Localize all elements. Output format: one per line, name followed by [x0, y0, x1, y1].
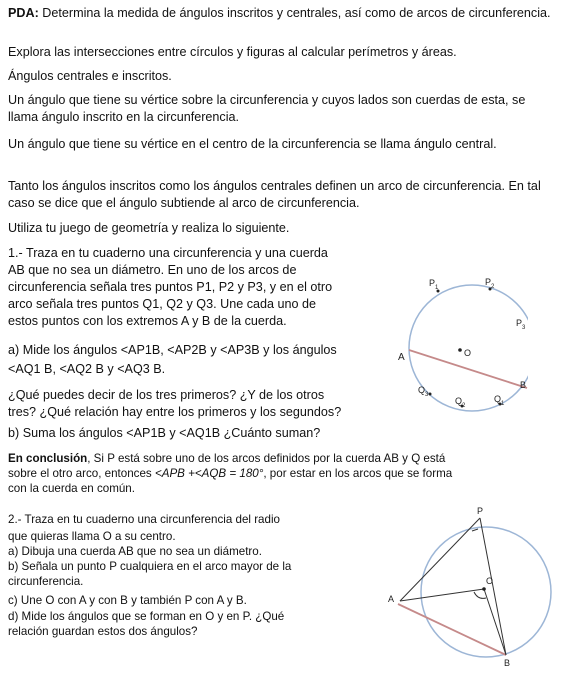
- label-p1: $P_1$: [429, 278, 439, 291]
- inscribed-definition: Un ángulo que tiene su vértice sobre la circunferencia y cuyos lados son cuerdas de esta, se llama ángulo inscrito en la circunferencia.: [8, 93, 526, 124]
- label-p: P: [477, 506, 484, 516]
- conclusion-line-3: con la cuerda en común.: [8, 482, 135, 495]
- label-q3: $Q_3$: [418, 385, 429, 398]
- pda-text: Determina la medida de ángulos inscritos y centrales, así como de arcos de circunferencia.: [42, 6, 551, 20]
- activity1-question-line: ¿Qué puedes decir de los tres primeros? ¿Y de los otros: [8, 388, 325, 402]
- activity2-line: a) Dibuja una cuerda AB que no sea un diámetro.: [8, 545, 262, 558]
- activity1-line: estos puntos con los extremos A y B de la cuerda.: [8, 314, 287, 328]
- inscribed-angles-diagram: [392, 276, 528, 416]
- label-p2: $P_2$: [485, 277, 495, 290]
- pda-label: PDA:: [8, 6, 39, 20]
- activity1-question-line: tres? ¿Qué relación hay entre los primeros y los segundos?: [8, 405, 342, 419]
- activity2-line: c) Une O con A y con B y también P con A y B.: [8, 594, 247, 607]
- label-a: A: [398, 352, 405, 363]
- conclusion-label: En conclusión: [8, 452, 88, 465]
- pda-paragraph: [8, 5, 553, 22]
- circle-2: [421, 527, 551, 657]
- center-point: [482, 587, 486, 591]
- label-q1: $Q_1$: [494, 394, 505, 407]
- label-o: O: [486, 576, 494, 586]
- segment-oa: [400, 589, 484, 601]
- angle-mark-p: [472, 529, 478, 531]
- conclusion-line-2: sobre el otro arco, entonces <APB +<AQB = 180°, por estar en los arcos que se forma: [8, 467, 453, 480]
- geometry-instruction: Utiliza tu juego de geometría y realiza lo siguiente.: [8, 221, 290, 235]
- arc-text: Tanto los ángulos inscritos como los ángulos centrales definen un arco de circunferencia. En tal caso se dice que el ángulo subtiende al arco de circunferencia.: [8, 179, 541, 210]
- explore-text: Explora las intersecciones entre círculos y figuras al calcular perímetros y áreas.: [8, 45, 457, 59]
- activity1-line: arco señala tres puntos Q1, Q2 y Q3. Une cada uno de: [8, 297, 317, 311]
- label-b: B: [520, 380, 527, 390]
- central-inscribed-diagram: [386, 504, 552, 672]
- section-subtitle: Ángulos centrales e inscritos.: [8, 69, 172, 83]
- activity1-a-line: a) Mide los ángulos <AP1B, <AP2B y <AP3B y los ángulos: [8, 343, 337, 357]
- point-q3: [429, 393, 432, 396]
- label-a: A: [388, 594, 395, 604]
- segment-pa: [400, 518, 480, 601]
- activity2-line: d) Mide los ángulos que se forman en O y en P. ¿Qué: [8, 610, 285, 623]
- activity1-line: circunferencia señala tres puntos P1, P2 y P3, y en el otro: [8, 280, 333, 294]
- angle-mark-o: [474, 592, 486, 598]
- activity1-line: 1.- Traza en tu cuaderno una circunferencia y una cuerda: [8, 246, 328, 260]
- segment-pb: [480, 518, 506, 655]
- label-q2: $Q_2$: [455, 396, 466, 409]
- activity1-a-line: <AQ1 B, <AQ2 B y <AQ3 B.: [8, 362, 166, 376]
- activity1-line: AB que no sea un diámetro. En uno de los arcos de: [8, 263, 297, 277]
- activity2-line: circunferencia.: [8, 575, 84, 588]
- activity2-line: 2.- Traza en tu cuaderno una circunferencia del radio: [8, 513, 280, 526]
- label-o: O: [464, 348, 472, 358]
- label-p3: $P_3$: [516, 318, 526, 331]
- central-definition: Un ángulo que tiene su vértice en el centro de la circunferencia se llama ángulo central.: [8, 137, 497, 151]
- angle-sum-formula: <APB +<AQB = 180°: [154, 467, 264, 480]
- conclusion-line-1: En conclusión, Si P está sobre uno de los arcos definidos por la cuerda AB y Q está: [8, 452, 446, 465]
- activity2-line: b) Señala un punto P cualquiera en el arco mayor de la: [8, 560, 292, 573]
- activity1-b-line: b) Suma los ángulos <AP1B y <AQ1B ¿Cuánto suman?: [8, 426, 321, 440]
- activity2-line: que quieras llama O a su centro.: [8, 530, 176, 543]
- label-b: B: [504, 658, 511, 668]
- center-point: [458, 348, 462, 352]
- activity2-line: relación guardan estos dos ángulos?: [8, 625, 198, 638]
